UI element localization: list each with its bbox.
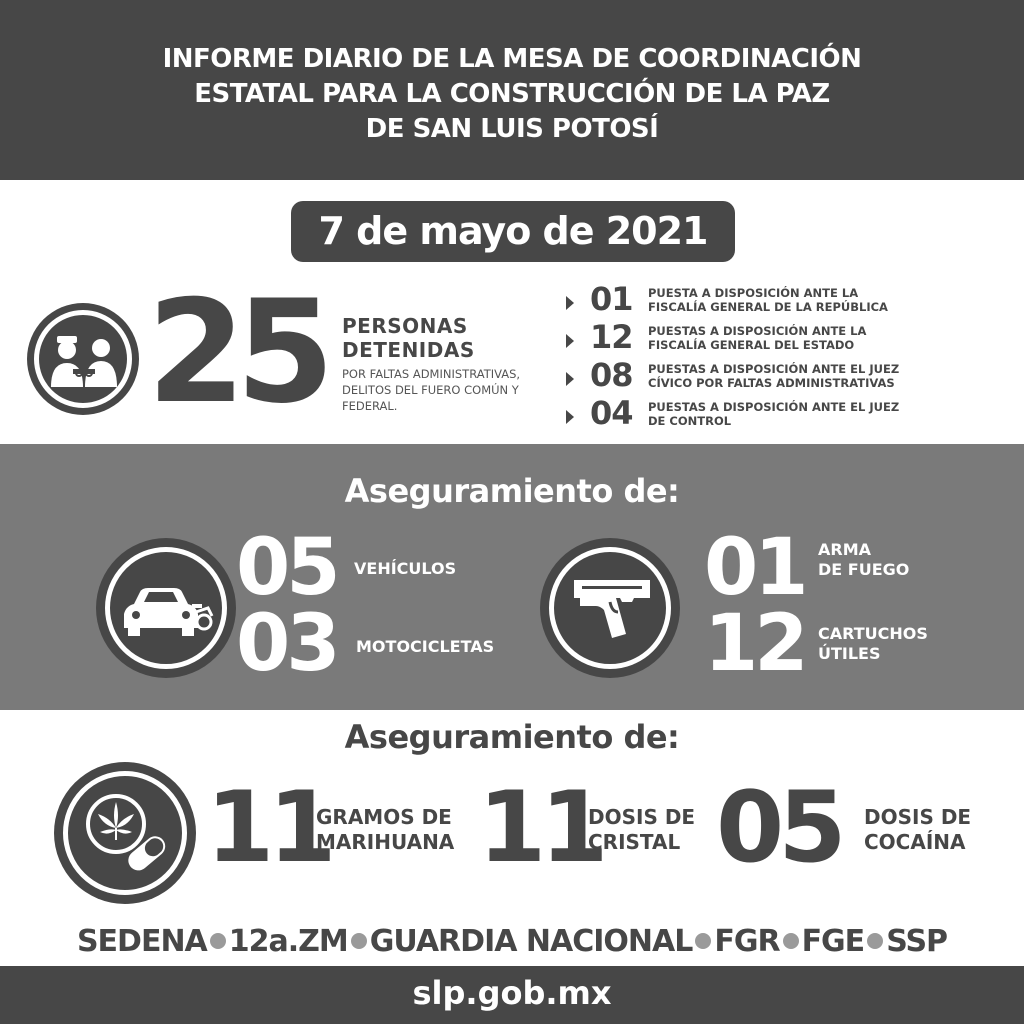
disposition-line-2: DE CONTROL [648,414,732,428]
title-line-3: DE SAN LUIS POTOSÍ [365,114,659,144]
marijuana-label [316,805,454,855]
police-detainee-icon [27,303,139,415]
arrow-right-icon [566,334,574,348]
cocaine-count: 05 [716,771,841,885]
marijuana-label-line-2: MARIHUANA [316,830,455,854]
disposition-line-1: PUESTAS A DISPOSICIÓN ANTE LA [648,324,867,338]
disposition-row [566,356,1006,396]
disposition-text [648,362,978,390]
cocaine-label-line-2: COCAÍNA [864,830,966,854]
disposition-text [648,400,978,428]
crystal-label-line-2: CRISTAL [588,830,681,854]
title-line-2: ESTATAL PARA LA CONSTRUCCIÓN DE LA PAZ [194,79,830,109]
firearm-count: 01 [704,523,805,613]
detained-title-line-2: DETENIDAS [342,338,475,362]
disposition-text [648,324,978,352]
cartridges-count: 12 [704,599,805,689]
disposition-row [566,318,1006,358]
marijuana-count: 11 [206,771,331,885]
detained-title-line-1: PERSONAS [342,314,468,338]
disposition-row [566,280,1006,320]
separator-dot [351,933,367,949]
agency-name: FGE [801,924,865,959]
agency-name: FGR [714,924,780,959]
cartridges-label [818,624,928,664]
disposition-line-2: CÍVICO POR FALTAS ADMINISTRATIVAS [648,376,895,390]
disposition-line-1: PUESTA A DISPOSICIÓN ANTE LA [648,286,859,300]
disposition-line-2: FISCALÍA GENERAL DEL ESTADO [648,338,855,352]
firearm-label-line-1: ARMA [818,540,872,559]
disposition-count: 01 [590,280,633,318]
cocaine-label-line-1: DOSIS DE [864,805,972,829]
arrow-right-icon [566,296,574,310]
cartridges-label-line-2: ÚTILES [818,644,881,663]
disposition-count: 12 [590,318,633,356]
seizure-drugs-title: Aseguramiento de: [344,718,680,756]
detained-subtitle-line-3: FEDERAL. [342,399,398,413]
report-title [0,42,1024,147]
cartridges-label-line-1: CARTUCHOS [818,624,928,643]
agency-name: SEDENA [76,924,207,959]
motorcycles-count: 03 [236,599,337,689]
separator-dot [210,933,226,949]
agencies-list [0,924,1024,959]
date-badge: 7 de mayo de 2021 [291,201,735,262]
car-motorcycle-icon [96,538,236,678]
detained-title [342,314,475,362]
seizure-title: Aseguramiento de: [344,472,680,510]
website-link[interactable]: slp.gob.mx [412,974,612,1012]
pistol-icon [540,538,680,678]
crystal-label-line-1: DOSIS DE [588,805,696,829]
cannabis-pill-icon [54,762,196,904]
firearm-label [818,540,909,580]
firearm-label-line-2: DE FUEGO [818,560,910,579]
cocaine-label [864,805,971,855]
vehicles-count: 05 [236,523,337,613]
disposition-line-2: FISCALÍA GENERAL DE LA REPÚBLICA [648,300,888,314]
separator-dot [867,933,883,949]
arrow-right-icon [566,410,574,424]
motorcycles-label: MOTOCICLETAS [356,637,495,656]
detained-subtitle [342,366,520,414]
detained-subtitle-line-2: DELITOS DEL FUERO COMÚN Y [342,383,519,397]
detained-count: 25 [147,270,325,435]
agency-name: SSP [886,924,948,959]
arrow-right-icon [566,372,574,386]
vehicles-label: VEHÍCULOS [354,559,457,578]
disposition-line-1: PUESTAS A DISPOSICIÓN ANTE EL JUEZ [648,400,900,414]
separator-dot [695,933,711,949]
header-banner [0,0,1024,180]
disposition-line-1: PUESTAS A DISPOSICIÓN ANTE EL JUEZ [648,362,900,376]
disposition-row [566,394,1006,434]
marijuana-label-line-1: GRAMOS DE [316,805,452,829]
title-line-1: INFORME DIARIO DE LA MESA DE COORDINACIÓN [162,44,862,74]
agency-name: 12a.ZM [228,924,348,959]
detained-subtitle-line-1: POR FALTAS ADMINISTRATIVAS, [342,367,521,381]
disposition-count: 04 [590,394,633,432]
disposition-count: 08 [590,356,633,394]
crystal-label [588,805,695,855]
agency-name: GUARDIA NACIONAL [369,924,693,959]
disposition-text [648,286,978,314]
crystal-count: 11 [478,771,603,885]
separator-dot [783,933,799,949]
